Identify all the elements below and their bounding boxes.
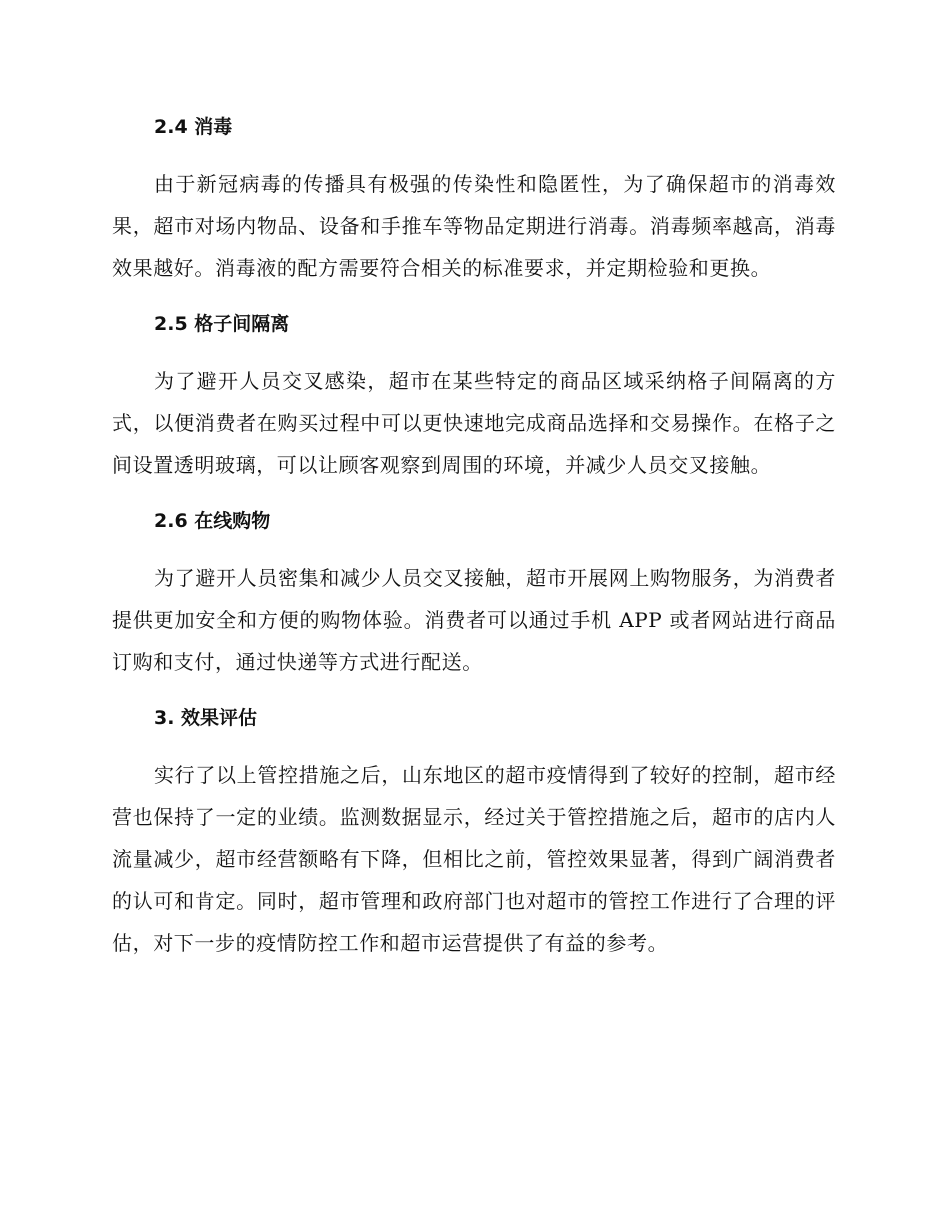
section-online-shopping xyxy=(112,501,836,683)
section-paragraph: 为了避开人员交叉感染，超市在某些特定的商品区域采纳格子间隔离的方式，以便消费者在购买过程中可以更快速地完成商品选择和交易操作。在格子之间设置透明玻璃，可以让顾客观察到周围的环境，并减少人员交叉接触。 xyxy=(112,369,836,477)
document-body xyxy=(112,107,836,979)
section-heading: 2.4 消毒 xyxy=(154,116,233,138)
section-paragraph: 为了避开人员密集和减少人员交叉接触，超市开展网上购物服务，为消费者提供更加安全和方便的购物体验。消费者可以通过手机 APP 或者网站进行商品订购和支付，通过快递等方式进行配送。 xyxy=(112,566,836,674)
section-effect-evaluation xyxy=(112,698,836,964)
section-heading: 2.5 格子间隔离 xyxy=(154,313,290,335)
section-booth-isolation xyxy=(112,304,836,486)
section-heading: 3. 效果评估 xyxy=(154,707,258,729)
section-heading: 2.6 在线购物 xyxy=(154,510,271,532)
section-paragraph: 实行了以上管控措施之后，山东地区的超市疫情得到了较好的控制，超市经营也保持了一定的业绩。监测数据显示，经过关于管控措施之后，超市的店内人流量减少，超市经营额略有下降，但相比之前，管控效果显著，得到广阔消费者的认可和肯定。同时，超市管理和政府部门也对超市的管控工作进行了合理的评估，对下一步的疫情防控工作和超市运营提供了有益的参考。 xyxy=(112,763,836,955)
section-disinfection xyxy=(112,107,836,289)
section-paragraph: 由于新冠病毒的传播具有极强的传染性和隐匿性，为了确保超市的消毒效果，超市对场内物品、设备和手推车等物品定期进行消毒。消毒频率越高，消毒效果越好。消毒液的配方需要符合相关的标准要求，并定期检验和更换。 xyxy=(112,172,836,280)
